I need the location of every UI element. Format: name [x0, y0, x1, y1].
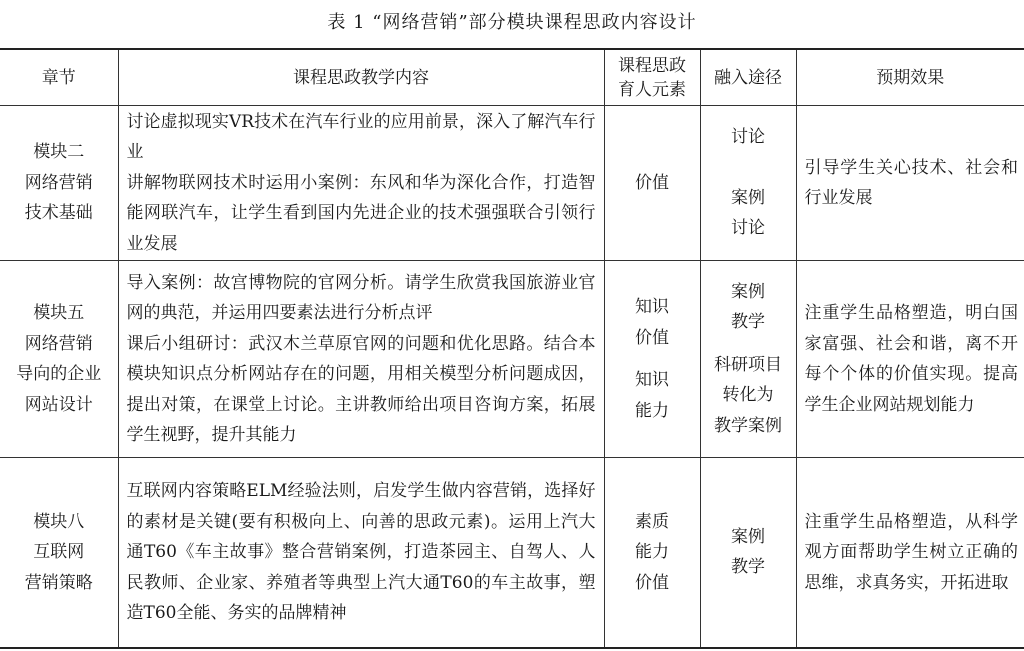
elements-cell: [604, 261, 700, 458]
element-item: 知识: [635, 370, 669, 390]
element-item: 能力: [635, 542, 669, 562]
table-row: [0, 458, 1024, 648]
table-title: 表 1 “网络营销”部分模块课程思政内容设计: [327, 12, 697, 33]
chapter-line: 网络营销: [24, 172, 93, 193]
header-chapter: 章节: [0, 49, 118, 106]
path-item: 教学案例: [714, 415, 782, 436]
chapter-line: 导向的企业: [16, 364, 102, 384]
path-item: 讨论: [731, 218, 765, 239]
header-row: [0, 49, 1024, 106]
chapter-line: 技术基础: [24, 203, 93, 224]
elements-cell: [604, 106, 700, 261]
chapter-line: 模块二: [33, 142, 85, 163]
path-cell: [700, 106, 796, 261]
path-item: 转化为: [722, 385, 774, 406]
header-effect: 预期效果: [796, 49, 1024, 106]
chapter-cell: [0, 106, 118, 261]
effect-cell: 注重学生品格塑造，从科学观方面帮助学生树立正确的思维，求真务实，开拓进取: [796, 458, 1024, 648]
chapter-line: 营销策略: [24, 572, 93, 593]
path-cell: [700, 458, 796, 648]
content-cell: 导入案例：故宫博物院的官网分析。请学生欣赏我国旅游业官网的典范，并运用四要素法进行分析点评 课后小组研讨：武汉木兰草原官网的问题和优化思路。结合本模块知识点分析网站存在的问题，用相关模型分析问题成因，提出对策，在课堂上讨论。主讲教师给出项目咨询方案，拓展学生视野，提升其能力: [118, 261, 604, 458]
element-item: 知识: [635, 297, 669, 317]
chapter-line: 模块五: [33, 303, 85, 323]
chapter-line: 网站设计: [24, 394, 93, 415]
chapter-cell: [0, 458, 118, 648]
path-item: 教学: [731, 557, 765, 578]
elements-cell: [604, 458, 700, 648]
path-item: 科研项目: [714, 354, 782, 375]
path-item: 讨论: [731, 127, 765, 148]
element-item: 价值: [635, 172, 669, 193]
path-item: 案例: [731, 526, 765, 547]
path-cell: [700, 261, 796, 458]
path-item: 案例: [731, 281, 765, 302]
content-cell: 讨论虚拟现实VR技术在汽车行业的应用前景，深入了解汽车行业 讲解物联网技术时运用小案例：东风和华为深化合作，打造智能网联汽车，让学生看到国内先进企业的技术强强联合引领行业发展: [118, 106, 604, 261]
effect-cell: 注重学生品格塑造，明白国家富强、社会和谐，离不开每个个体的价值实现。提高学生企业网站规划能力: [796, 261, 1024, 458]
element-item: 价值: [635, 572, 669, 593]
content-cell: 互联网内容策略ELM经验法则，启发学生做内容营销，选择好的素材是关键(要有积极向上、向善的思政元素)。运用上汽大通T60《车主故事》整合营销案例，打造茶园主、自驾人、人民教师、企业家、养殖者等典型上汽大通T60的车主故事，塑造T60全能、务实的品牌精神: [118, 458, 604, 648]
path-item: 教学: [731, 312, 765, 333]
header-elements: 课程思政育人元素: [604, 49, 700, 106]
chapter-line: 互联网: [33, 542, 85, 562]
chapter-cell: [0, 261, 118, 458]
chapter-line: 网络营销: [24, 333, 93, 354]
element-item: 素质: [635, 511, 669, 532]
chapter-line: 模块八: [33, 511, 85, 532]
header-path: 融入途径: [700, 49, 796, 106]
course-design-table: [0, 48, 1024, 649]
table-row: [0, 261, 1024, 458]
element-item: 价值: [635, 327, 669, 348]
effect-cell: 引导学生关心技术、社会和行业发展: [796, 106, 1024, 261]
path-item: 案例: [731, 187, 765, 208]
element-item: 能力: [635, 400, 669, 421]
table-row: [0, 106, 1024, 261]
header-content: 课程思政教学内容: [118, 49, 604, 106]
